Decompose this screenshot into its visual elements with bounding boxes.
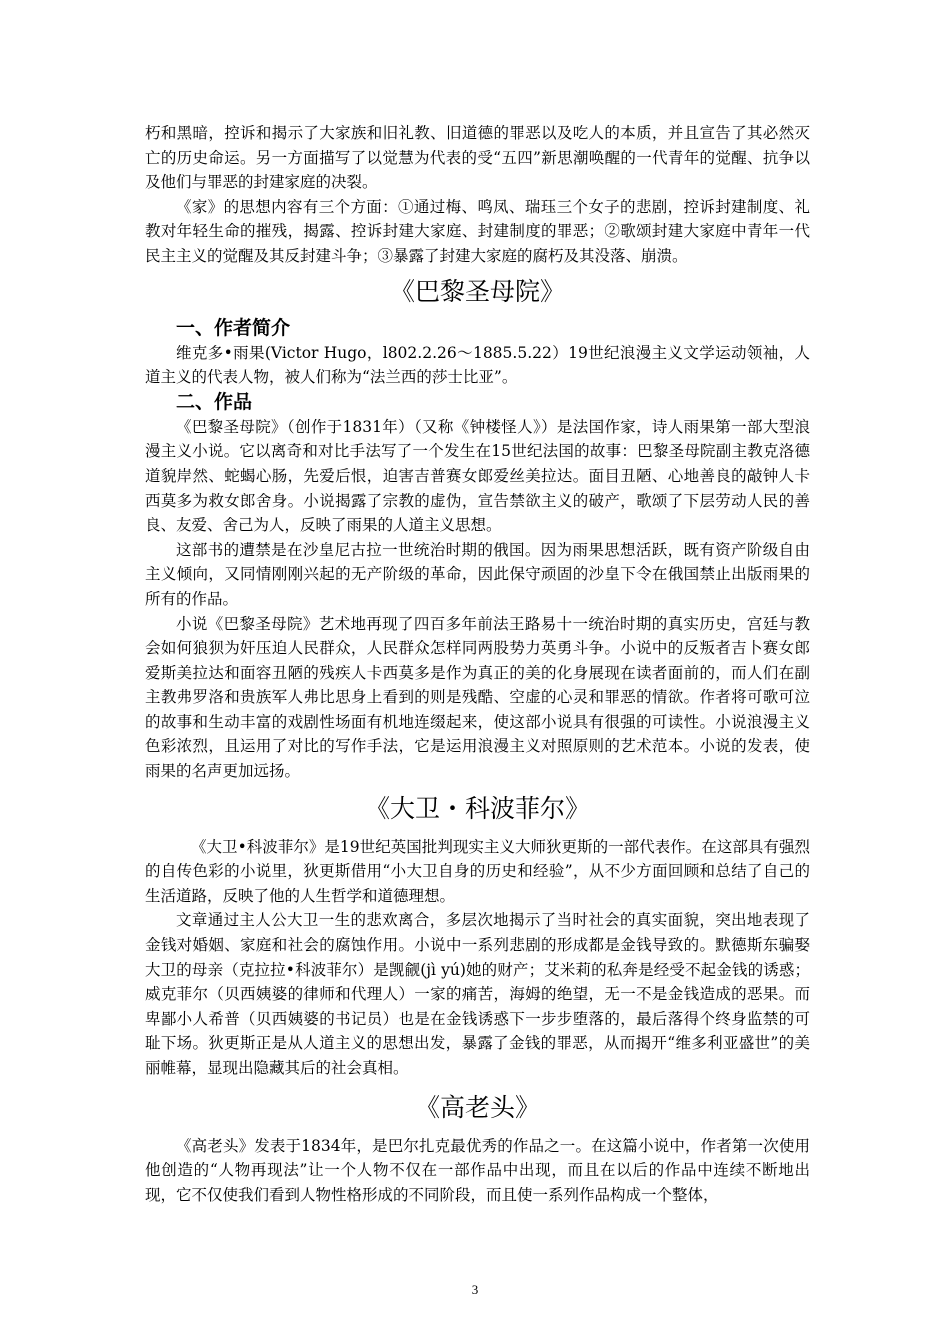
page-number: 3	[471, 1282, 479, 1297]
paragraph-notre-dame-art: 小说《巴黎圣母院》艺术地再现了四百多年前法王路易十一统治时期的真实历史，宫廷与教会如何狼狈为奸压迫人民群众，人民群众怎样同两股势力英勇斗争。小说中的反叛者吉卜赛女郎爱斯美拉达和面容丑陋的残疾人卡西莫多是作为真正的美的化身展现在读者面前的，而人们在副主教弗罗洛和贵族军人弗比思身上看到的则是残酷、空虚的心灵和罪恶的情欲。作者将可歌可泣的故事和生动丰富的戏剧性场面有机地连缀起来，使这部小说具有很强的可读性。小说浪漫主义色彩浓烈，且运用了对比的写作手法，它是运用浪漫主义对照原则的艺术范本。小说的发表，使雨果的名声更加远扬。	[145, 614, 810, 781]
paragraph-notre-dame-ban: 这部书的遭禁是在沙皇尼古拉一世统治时期的俄国。因为雨果思想活跃，既有资产阶级自由主义倾向，又同情刚刚兴起的无产阶级的革命，因此保守顽固的沙皇下令在俄国禁止出版雨果的所有的作品。	[145, 540, 810, 608]
heading-david-copperfield: 《大卫・科波菲尔》	[364, 793, 590, 823]
paragraph-david-theme: 文章通过主人公大卫一生的悲欢离合，多层次地揭示了当时社会的真实面貌，突出地表现了金钱对婚姻、家庭和社会的腐蚀作用。小说中一系列悲剧的形成都是金钱导致的。默德斯东骗娶大卫的母亲（克拉拉•科波菲尔）是觊觎(jì yú)她的财产；艾米莉的私奔是经受不起金钱的诱惑；威克菲尔（贝西姨婆的律师和代理人）一家的痛苦，海姆的绝望，无一不是金钱造成的恶果。而卑鄙小人希普（贝西姨婆的书记员）也是在金钱诱惑下一步步堕落的，最后落得个终身监禁的可耻下场。狄更斯正是从人道主义的思想出发，暴露了金钱的罪恶，从而揭开“维多利亚盛世”的美丽帷幕，显现出隐藏其后的社会真相。	[145, 911, 810, 1077]
paragraph-david-intro: 《大卫•科波菲尔》是19世纪英国批判现实主义大师狄更斯的一部代表作。在这部具有强烈的自传色彩的小说里，狄更斯借用“小大卫自身的历史和经验”，从不少方面回顾和总结了自己的生活道路，反映了他的人生哲学和道德理想。	[145, 837, 810, 905]
page-content	[145, 121, 810, 1207]
heading-author-intro: 一、作者简介	[176, 316, 291, 339]
heading-pere-goriot: 《高老头》	[414, 1092, 540, 1122]
heading-works: 二、作品	[176, 390, 253, 413]
paragraph-jia-ideas: 《家》的思想内容有三个方面：①通过梅、鸣凤、瑞珏三个女子的悲剧，控诉封建制度、礼教对年轻生命的摧残，揭露、控诉封建大家庭、封建制度的罪恶；②歌颂封建大家庭中青年一代民主主义的觉醒及其反封建斗争；③暴露了封建大家庭的腐朽及其没落、崩溃。	[145, 197, 810, 265]
paragraph-goriot-intro: 《高老头》发表于1834年，是巴尔扎克最优秀的作品之一。在这篇小说中，作者第一次使用他创造的“人物再现法”让一个人物不仅在一部作品中出现，而且在以后的作品中连续不断地出现，它不仅使我们看到人物性格形成的不同阶段，而且使一系列作品构成一个整体，	[145, 1136, 810, 1204]
paragraph-hugo-bio: 维克多•雨果(Victor Hugo，l802.2.26～1885.5.22）19世纪浪漫主义文学运动领袖，人道主义的代表人物，被人们称为“法兰西的莎士比亚”。	[145, 343, 810, 387]
heading-notre-dame: 《巴黎圣母院》	[389, 276, 565, 306]
paragraph-notre-dame-intro: 《巴黎圣母院》（创作于1831年）（又称《钟楼怪人》）是法国作家，诗人雨果第一部大型浪漫主义小说。它以离奇和对比手法写了一个发生在15世纪法国的故事：巴黎圣母院副主教克洛德道貌岸然、蛇蝎心肠，先爱后恨，迫害吉普赛女郎爱丝美拉达。面目丑陋、心地善良的敲钟人卡西莫多为救女郎舍身。小说揭露了宗教的虚伪，宣告禁欲主义的破产，歌颂了下层劳动人民的善良、友爱、舍己为人，反映了雨果的人道主义思想。	[145, 417, 810, 535]
paragraph-jia-continued: 朽和黑暗，控诉和揭示了大家族和旧礼教、旧道德的罪恶以及吃人的本质，并且宣告了其必然灭亡的历史命运。另一方面描写了以觉慧为代表的受“五四”新思潮唤醒的一代青年的觉醒、抗争以及他们与罪恶的封建家庭的决裂。	[145, 124, 810, 192]
